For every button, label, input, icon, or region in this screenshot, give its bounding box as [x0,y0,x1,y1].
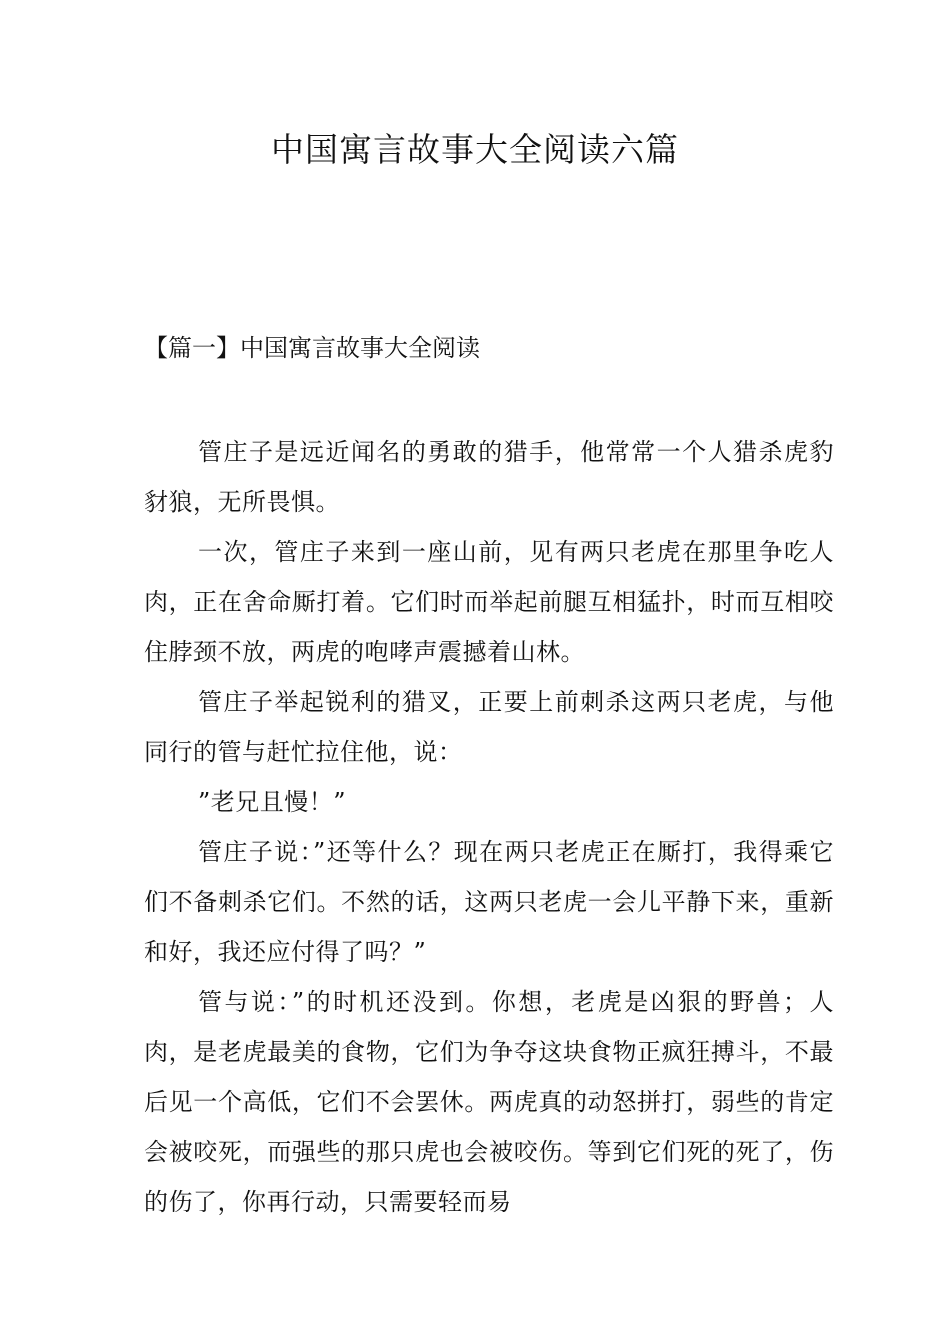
paragraph: 管庄子说：”还等什么？现在两只老虎正在厮打，我得乘它们不备刺杀它们。不然的话，这两只老虎一会儿平静下来，重新和好，我还应付得了吗？” [144,838,834,966]
document-body [144,427,834,1227]
paragraph: 一次，管庄子来到一座山前，见有两只老虎在那里争吃人肉，正在舍命厮打着。它们时而举起前腿互相猛扑，时而互相咬住脖颈不放，两虎的咆哮声震撼着山林。 [144,538,834,666]
paragraph: 管庄子是远近闻名的勇敢的猎手，他常常一个人猎杀虎豹豺狼，无所畏惧。 [144,438,834,516]
paragraph: ”老兄且慢！” [198,788,347,816]
section-heading: 【篇一】中国寓言故事大全阅读 [144,334,480,362]
paragraph: 管与说：”的时机还没到。你想，老虎是凶狠的野兽；人肉，是老虎最美的食物，它们为争夺这块食物正疯狂搏斗，不最后见一个高低，它们不会罢休。两虎真的动怒拼打，弱些的肯定会被咬死，而强些的那只虎也会被咬伤。等到它们死的死了，伤的伤了，你再行动，只需要轻而易 [144,988,834,1216]
paragraph: 管庄子举起锐利的猎叉，正要上前刺杀这两只老虎，与他同行的管与赶忙拉住他，说： [144,688,834,766]
document-title: 中国寓言故事大全阅读六篇 [271,130,679,169]
